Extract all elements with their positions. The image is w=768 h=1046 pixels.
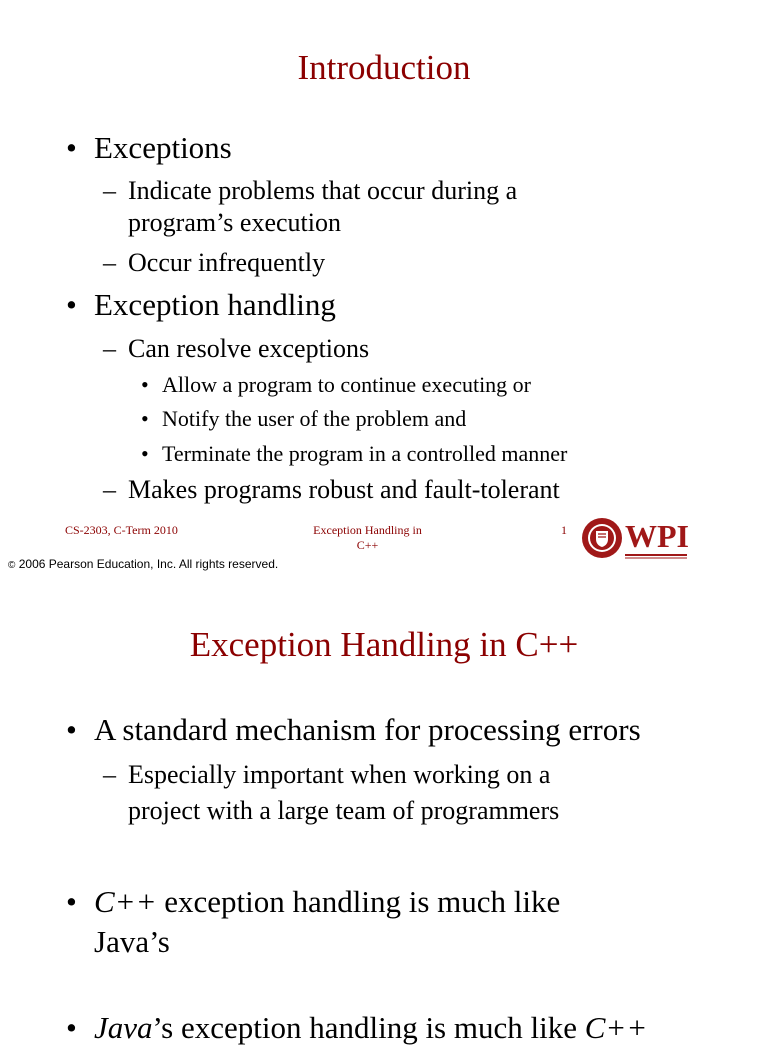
java-emphasis: Java <box>94 1010 153 1045</box>
sub-makes-robust: Makes programs robust and fault-tolerant <box>128 475 560 504</box>
subsub-terminate: Terminate the program in a controlled manner <box>162 441 568 466</box>
footer-topic-line1: Exception Handling in <box>313 523 422 537</box>
sub-can-resolve: Can resolve exceptions <box>128 334 370 363</box>
bullet-standard-mechanism: A standard mechanism for processing errors <box>94 712 641 747</box>
bullet-java-like-cpp <box>94 1010 647 1046</box>
sub-indicate-line1: Indicate problems that occur during a <box>128 176 518 205</box>
sub-occur: Occur infrequently <box>128 248 326 277</box>
bullet-exception-handling: Exception handling <box>94 287 336 322</box>
bullet-glyph: • <box>66 130 77 165</box>
bullet-glyph: • <box>66 884 77 919</box>
footer-course: CS-2303, C-Term 2010 <box>65 523 178 537</box>
cpp-emphasis-2: C++ <box>584 1010 648 1045</box>
sub-especially-line1: Especially important when working on a <box>128 760 551 789</box>
sub-indicate-line2: program’s execution <box>128 208 341 237</box>
java-like-cpp-text: ’s exception handling is much like <box>152 1010 585 1045</box>
wpi-logo <box>581 516 691 560</box>
copyright-text: 2006 Pearson Education, Inc. All rights reserved. <box>18 557 279 571</box>
bullet-glyph: • <box>141 441 149 466</box>
cpp-emphasis: C++ <box>94 884 157 919</box>
bullet-glyph: • <box>141 406 149 431</box>
dash-glyph: – <box>103 248 116 277</box>
cpp-like-java-text: exception handling is much like <box>156 884 561 919</box>
copyright-notice <box>8 557 278 571</box>
slide1-title: Introduction <box>297 48 471 87</box>
footer-page-number: 1 <box>561 523 567 537</box>
dash-glyph: – <box>103 475 116 504</box>
bullet-cpp-like-java-line2: Java’s <box>94 924 170 959</box>
bullet-exceptions: Exceptions <box>94 130 232 165</box>
slide2-title: Exception Handling in C++ <box>189 625 579 664</box>
subsub-allow: Allow a program to continue executing or <box>162 372 532 397</box>
footer-topic-line2: C++ <box>356 538 379 552</box>
bullet-glyph: • <box>66 1010 77 1045</box>
wpi-logo-text: WPI <box>625 518 689 554</box>
copyright-symbol: © <box>8 560 16 571</box>
sub-especially-line2: project with a large team of programmers <box>128 796 560 825</box>
subsub-notify: Notify the user of the problem and <box>162 406 467 431</box>
bullet-cpp-like-java <box>94 884 560 920</box>
dash-glyph: – <box>103 176 116 205</box>
bullet-glyph: • <box>141 372 149 397</box>
dash-glyph: – <box>103 334 116 363</box>
bullet-glyph: • <box>66 712 77 747</box>
bullet-glyph: • <box>66 287 77 322</box>
dash-glyph: – <box>103 760 116 789</box>
